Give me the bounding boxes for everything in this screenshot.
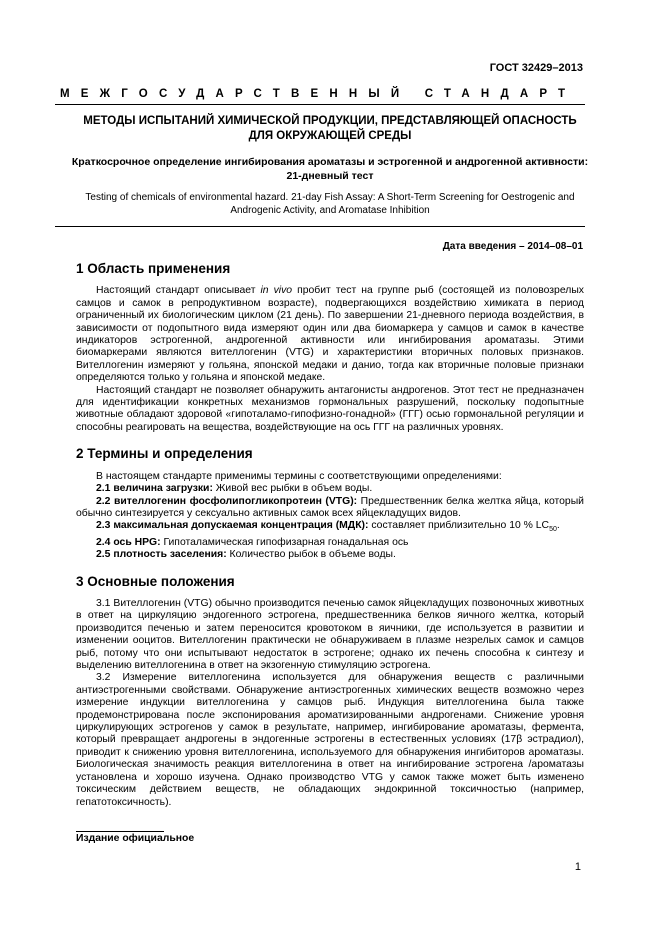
definition-2-2: 2.2 вителлогенин фосфолипогликопротеин (VTG): Предшественник белка желтка яйца, который обычно синтезируется у сексуально активных самок всех яйцекладущих видов. xyxy=(76,495,584,519)
page-number: 1 xyxy=(574,861,581,873)
definition-2-5: 2.5 плотность заселения: Количество рыбок в объеме воды. xyxy=(96,549,396,561)
definition-2-1: 2.1 величина загрузки: Живой вес рыбки в объем воды. xyxy=(96,483,373,495)
gost-code: ГОСТ 32429–2013 xyxy=(489,62,583,74)
section-1-heading: 1 Область применения xyxy=(76,261,231,276)
section-1-paragraph-2: Настоящий стандарт не позволяет обнаружить антагонисты андрогенов. Этот тест не предназначен для идентификации конкретных механизмов гормональных разрушений, поскольку подопытные животные обладают здоровой «гипоталамо-гипофизно-гонадной» (ГГГ) осью гормональной регуляции и способны реагировать на вещества, воздействующие на ось ГГГ на различных уровнях. xyxy=(76,384,584,433)
official-edition-label: Издание официальное xyxy=(76,833,195,844)
section-3-paragraph-1: 3.1 Вителлогенин (VTG) обычно производится печенью самок яйцекладущих позвоночных животных в ответ на циркуляцию эндогенного эстрогена, предшественника белков яичного желтка, который производится печенью и затем переносится кровотоком в яичники, где используется в развитии и изменении ооцитов. Вителлогенин практически не обнаруживаем в плазме незрелых самок и самцов рыб, потому что они испытывают недостаток в эстрогене; однако их печень способна к синтезу и выделению вителлогенина в ответ на экзогенную стимуляцию эстрогена. xyxy=(76,598,584,672)
section-2-heading: 2 Термины и определения xyxy=(76,446,253,462)
section-2-intro: В настоящем стандарте применимы термины с соответствующими определениями: xyxy=(96,470,502,482)
bottom-rule xyxy=(55,226,585,227)
document-subtitle: Краткосрочное определение ингибирования ароматазы и эстрогенной и андрогенной активности: 21-дневный тест xyxy=(71,156,589,182)
document-body xyxy=(76,259,584,809)
english-title: Testing of chemicals of environmental hazard. 21-day Fish Assay: A Short-Term Screening for Oestrogenic and Androgenic Activity, and Aromatase Inhibition xyxy=(85,192,575,216)
standard-type: МЕЖГОСУДАРСТВЕННЫЙ СТАНДАРТ xyxy=(60,88,577,100)
definition-2-3: 2.3 максимальная допускаемая концентрация (МДК): составляет приблизительно 10 % $LC_{50}$. xyxy=(96,520,560,534)
official-rule xyxy=(76,831,164,832)
introduction-date: Дата введения – 2014–08–01 xyxy=(442,241,583,252)
section-1-paragraph-1: Настоящий стандарт описывает in vivo пробит тест на группе рыб (состоящей из половозрелых самцов и самок в репродуктивном возрасте), подвергающихся воздействию химиката в период ограниченный их биологическим циклом (21 день). По завершении 21-дневного периода воздействия, в зависимости от подопытного вида измеряют один или два биомаркера у самцов и самок в качестве индикаторов эстрогенной, андрогенной активности или ингибирования ароматазы. Этими биомаркерами являются вителлогенин (VTG) и характеристики вторичных половых признаков. Вителлогенин измеряют у гольяна, японской медаки и данио, тогда как вторичные половые признаки определяются только у гольяна и японской медаке. xyxy=(76,285,584,384)
section-3-paragraph-2: 3.2 Измерение вителлогенина используется для обнаружения веществ с различными антиэстрогенными свойствами. Обнаружение антиэстрогенных химических веществ возможно через измерение индукции вителлогенина у самцов рыб. Индукция вителлогенина была также продемонстрирована после экспонирования ароматизированными андрогенами. Снижение уровня циркулирующих эстрогенов у самок в результате, например, ингибирование ароматазы, фермента, который превращает андрогены в эндогенные эстрогены в естественных условиях (17β эстрадиол), приводит к снижению уровня вителлогенина, используемого для обнаружения ингибиторов ароматазы. Биологическая значимость реакция вителлогенина в ответ на ингибирование эстрогена /ароматазы установлена и хорошо изучена. Однако производство VTG у самок также может быть изменено токсическим действием веществ, не обладающих эндокринной токсичностью (например, гепатотоксичность). xyxy=(76,672,584,808)
section-3-heading: 3 Основные положения xyxy=(76,573,235,589)
document-title: МЕТОДЫ ИСПЫТАНИЙ ХИМИЧЕСКОЙ ПРОДУКЦИИ, ПРЕДСТАВЛЯЮЩЕЙ ОПАСНОСТЬ ДЛЯ ОКРУЖАЮЩЕЙ СРЕДЫ xyxy=(83,115,577,142)
top-rule xyxy=(55,104,585,105)
definition-2-4: 2.4 ось HPG: Гипоталамическая гипофизарная гонадальная ось xyxy=(96,536,409,548)
